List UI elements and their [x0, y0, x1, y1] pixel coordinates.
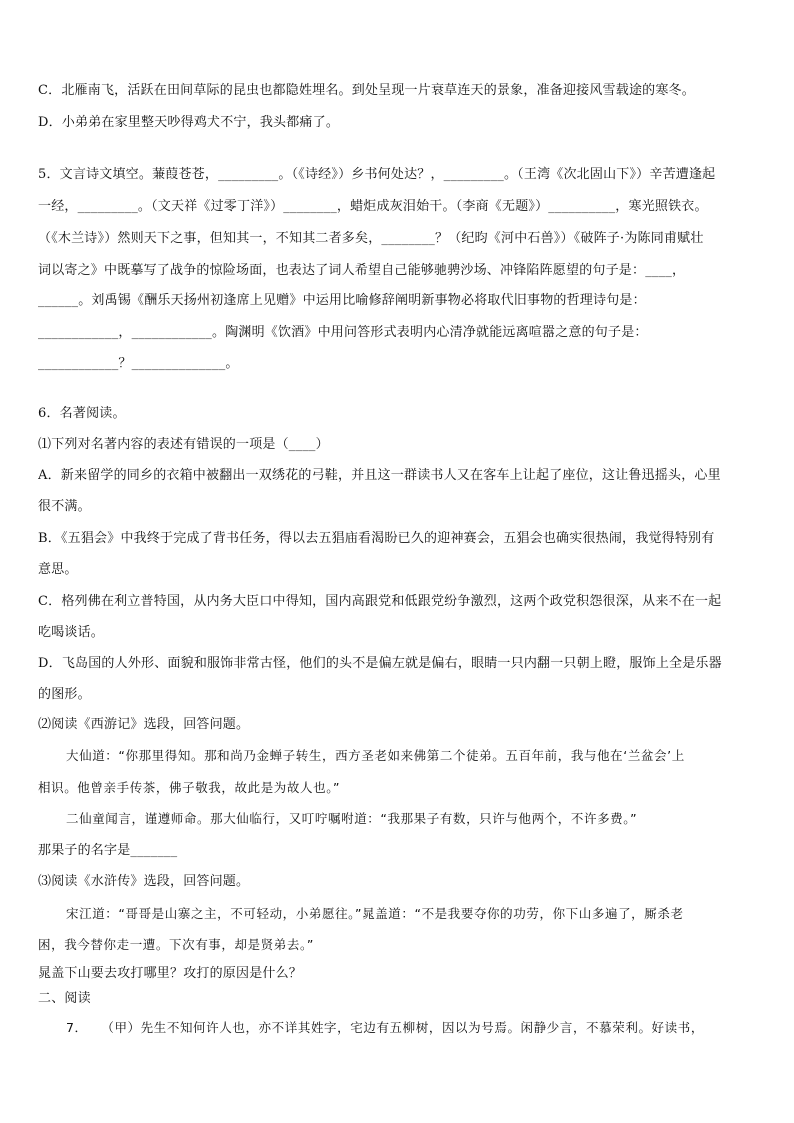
q4-option-d: D．小弟弟在家里整天吵得鸡犬不宁，我头都痛了。: [38, 115, 340, 130]
xiyouji-passage-line-2: 相识。他曾亲手传茶，佛子敬我，故此是为故人也。”: [38, 780, 341, 795]
q5-line-6: ____________，____________。陶渊明《饮酒》中用问答形式表明内心清净就能远离喧嚣之意的句子是：: [38, 325, 648, 340]
shuihu-passage-line-1: 宋江道：“哥哥是山寨之主，不可轻动，小弟愿往。”晁盖道：“不是我要夺你的功劳，你下山多遍了，厮杀老: [66, 906, 684, 921]
q6-sub-question-1: ⑴下列对名著内容的表述有错误的一项是（____）: [38, 437, 329, 452]
q6-sub-question-2: ⑵阅读《西游记》选段，回答问题。: [38, 717, 250, 732]
q6-option-b-line-2: 意思。: [38, 562, 78, 577]
q6-option-c-line-1: C．格列佛在利立普特国，从内务大臣口中得知，国内高跟党和低跟党纷争激烈，这两个政党积怨很深，从来不在一起: [38, 594, 722, 609]
q6-option-c-line-2: 吃喝谈话。: [38, 625, 105, 640]
q5-line-5: ______。刘禹锡《酬乐天扬州初逢席上见赠》中运用比喻修辞阐明新事物必将取代旧事物的哲理诗句是：: [38, 293, 646, 308]
q6-option-b-line-1: B．《五猖会》中我终于完成了背书任务，得以去五猖庙看渴盼已久的迎神赛会，五猖会也确实很热闹，我觉得特别有: [38, 531, 715, 546]
xiyouji-question: 那果子的名字是_______: [38, 843, 178, 858]
q6-option-d-line-2: 的图形。: [38, 687, 91, 702]
q5-line-7: ____________？______________。: [38, 356, 239, 371]
q5-line-3: （《木兰诗》）然则天下之事，但知其一，不知其二者多矣，________？（纪昀《河中石兽》）《破阵子·为陈同甫赋壮: [38, 231, 704, 246]
shuihu-passage-line-2: 困，我今替你走一遭。下次有事，却是贤弟去。”: [38, 937, 314, 952]
q5-line-4: 词以寄之》中既摹写了战争的惊险场面，也表达了词人希望自己能够驰骋沙场、冲锋陷阵愿望的句子是：____，: [38, 263, 686, 278]
q5-line-2: 一经，_________。（文天祥《过零丁洋》）________，蜡炬成灰泪始干。（李商《无题》）__________，寒光照铁衣。: [38, 199, 708, 214]
shuihu-question: 晁盖下山要去攻打哪里？攻打的原因是什么？: [38, 966, 303, 981]
section-reading-title: 二、阅读: [38, 991, 91, 1006]
xiyouji-passage-line-1: 大仙道：“你那里得知。那和尚乃金蝉子转生，西方圣老如来佛第二个徒弟。五百年前，我与他在‘兰盆会’上: [66, 748, 685, 763]
q4-option-c: C．北雁南飞，活跃在田间草际的昆虫也都隐姓埋名。到处呈现一片衰草连天的景象，准备迎接风雪载途的寒冬。: [38, 83, 695, 98]
q6-option-a-line-2: 很不满。: [38, 499, 91, 514]
q7-line-1: 7． （甲）先生不知何许人也，亦不详其姓字，宅边有五柳树，因以为号焉。闲静少言，不慕荣利。好读书，: [66, 1020, 704, 1035]
q5-line-1: 5．文言诗文填空。蒹葭苍苍，_________。（《诗经》）乡书何处达？，_________。（王湾《次北固山下》）辛苦遭逢起: [38, 167, 716, 182]
q6-option-a-line-1: A．新来留学的同乡的衣箱中被翻出一双绣花的弓鞋，并且这一群读书人又在客车上让起了座位，这让鲁迅摇头，心里: [38, 468, 721, 483]
q6-title: 6．名著阅读。: [38, 406, 126, 421]
q6-option-d-line-1: D．飞岛国的人外形、面貌和服饰非常古怪，他们的头不是偏左就是偏右，眼睛一只内翻一只朝上瞪，服饰上全是乐器: [38, 656, 722, 671]
q6-sub-question-3: ⑶阅读《水浒传》选段，回答问题。: [38, 874, 250, 889]
xiyouji-passage-line-3: 二仙童闻言，谨遵师命。那大仙临行，又叮咛嘱咐道：“我那果子有数，只许与他两个，不许多费。”: [66, 811, 638, 826]
